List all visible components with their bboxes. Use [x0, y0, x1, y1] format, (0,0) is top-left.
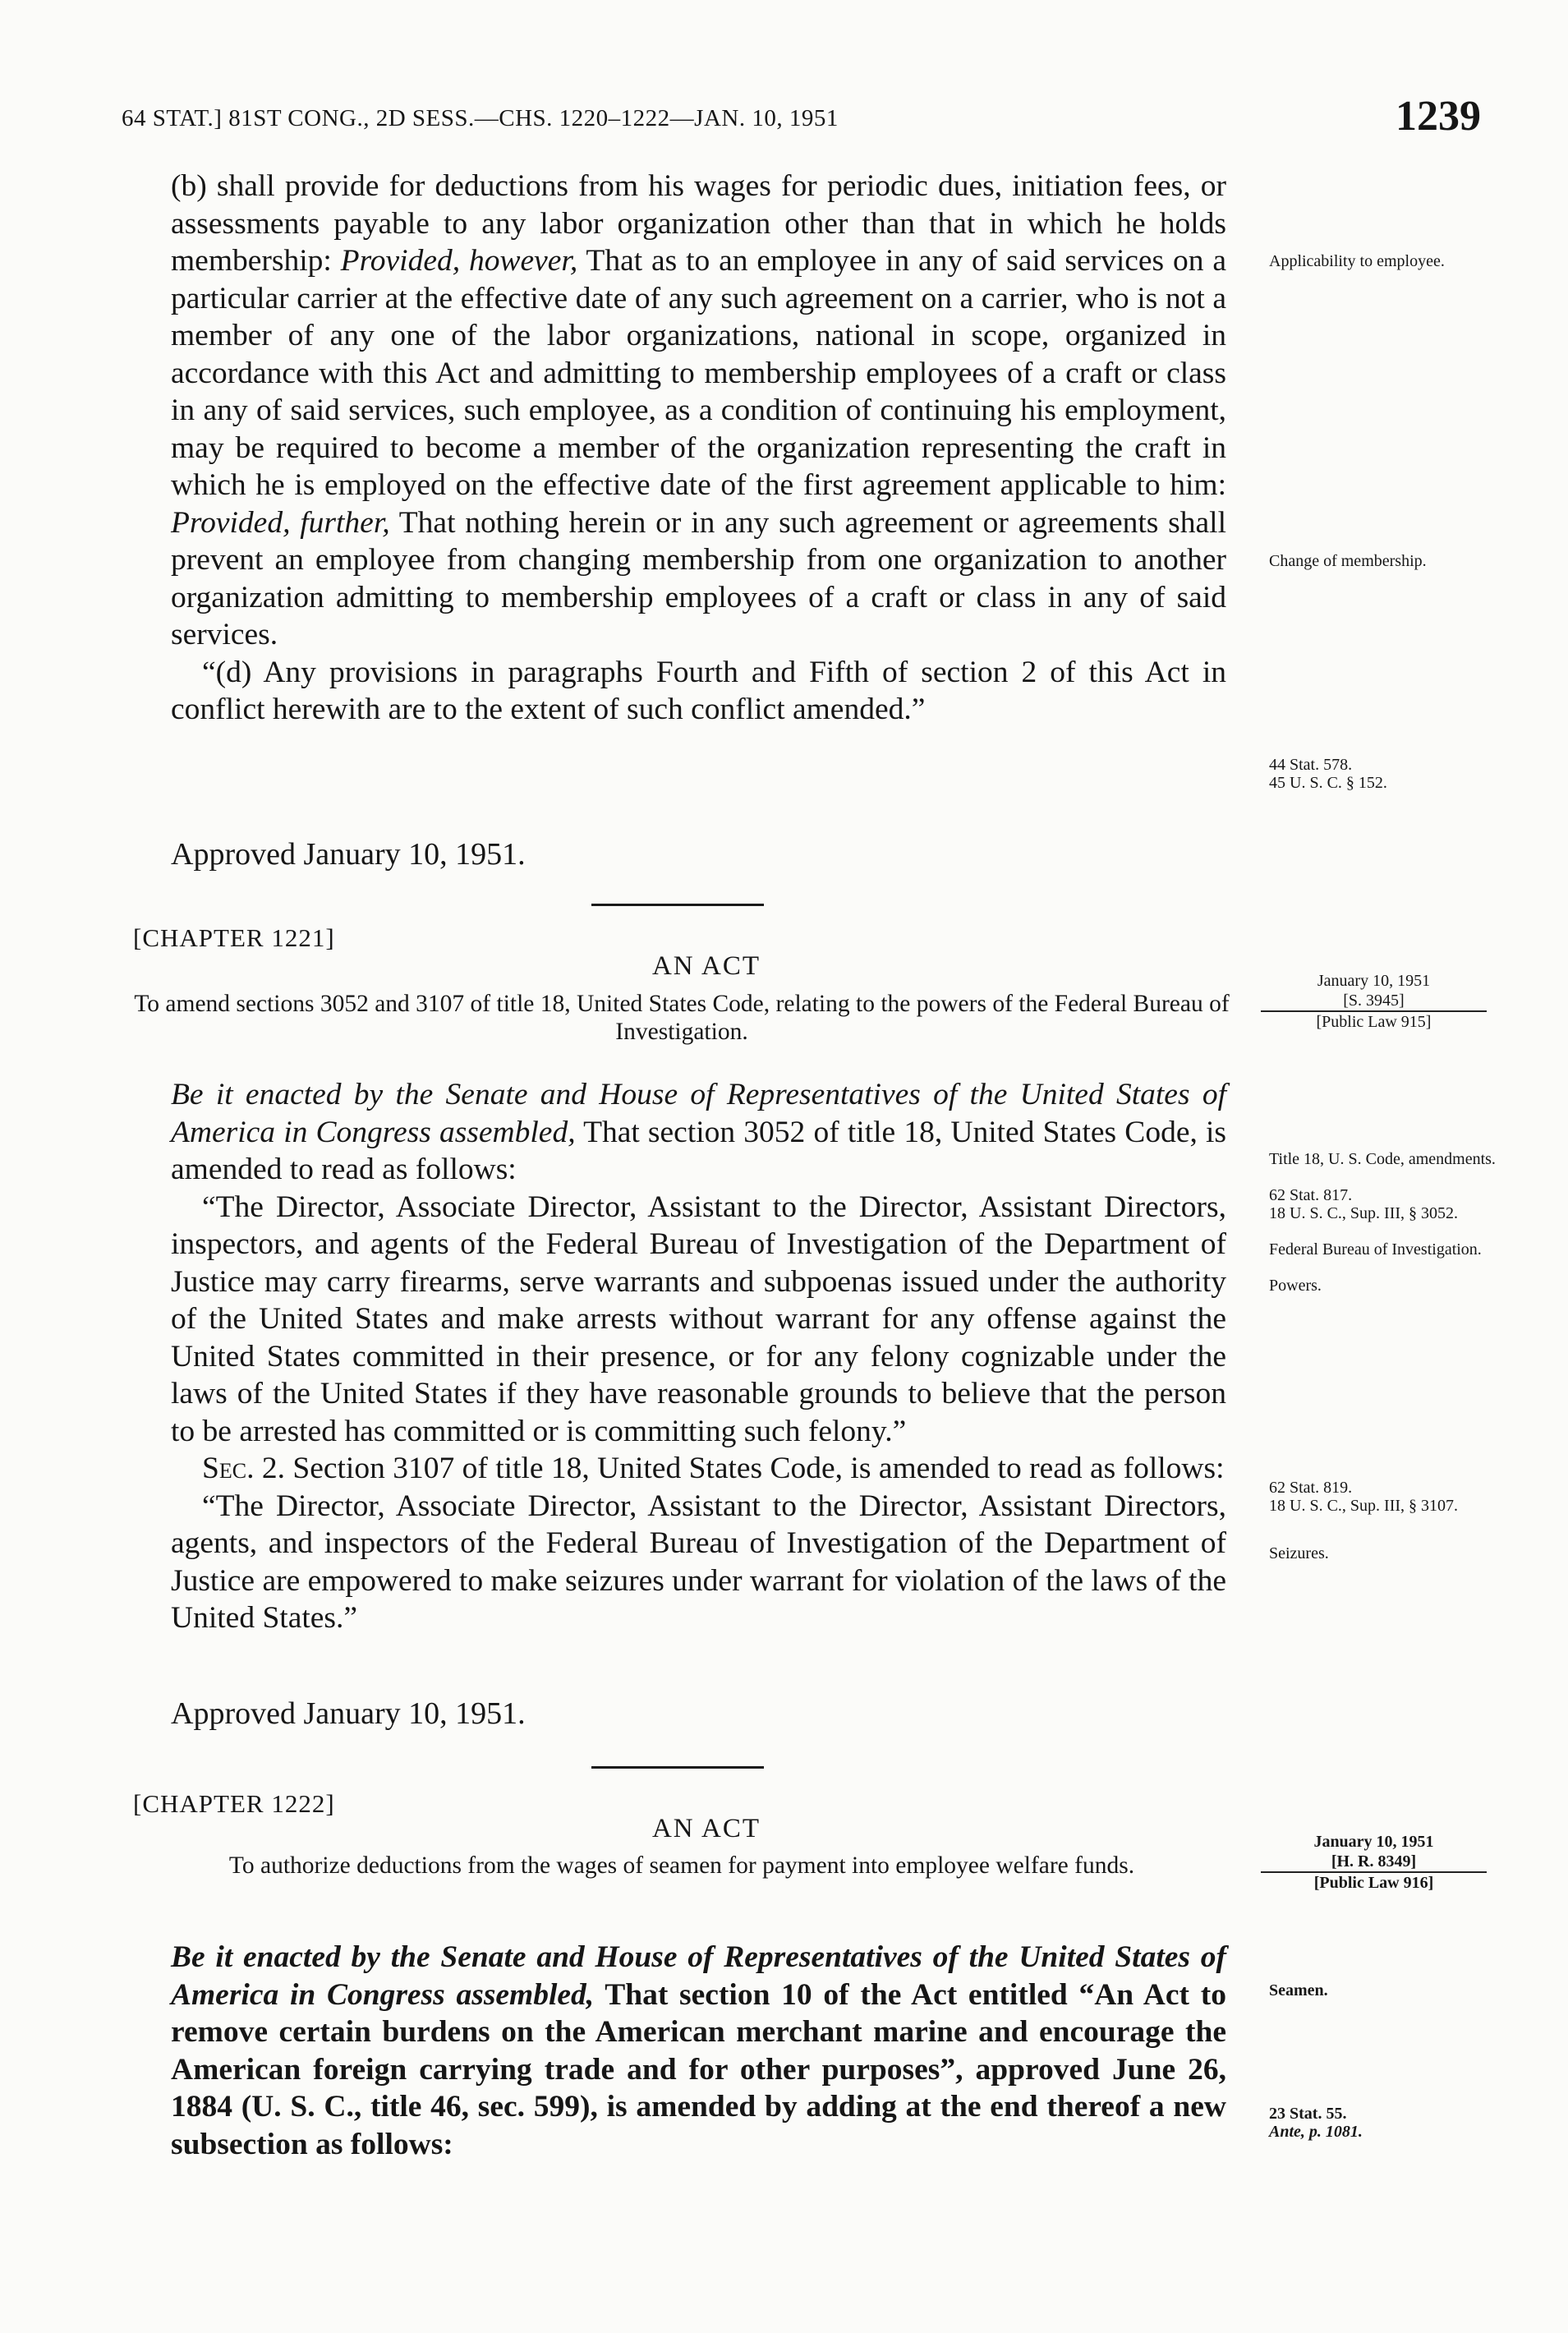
approved-1220: Approved January 10, 1951. — [171, 837, 526, 872]
chapter-1221-body — [171, 1076, 1226, 1637]
divider-rule-2 — [591, 1766, 764, 1769]
proviso-however: Provided, however, — [340, 244, 578, 278]
chapter-1222-body — [171, 1939, 1226, 2163]
divider-rule — [591, 904, 764, 906]
note-seamen: Seamen. — [1269, 1981, 1328, 1999]
note-usc-152: 45 U. S. C. § 152. — [1269, 774, 1387, 792]
chapter-1222-purpose: To authorize deductions from the wages of seamen for payment into employee welfare funds. — [228, 1852, 1135, 1879]
chapter-1222-date: January 10, 1951 — [1313, 1833, 1434, 1851]
chapter-1221-citation — [1261, 971, 1487, 1032]
note-powers: Powers. — [1269, 1277, 1322, 1295]
enacting-clause-1222: Be it enacted by the Senate and House of Representatives of the United States of America in Congress assembled, — [171, 1940, 1226, 2012]
chapter-1222-para1: That section 10 of the Act entitled “An Act to remove certain burdens on the American merchant marine and encourage the American foreign carrying trade and for other purposes”, approved June 26, 1884 (U. S. C., title 46, sec. 599), is amended by adding at the end thereof a new subsection as follows: — [171, 1977, 1226, 2161]
enacting-clause-1221: Be it enacted by the Senate and House of Representatives of the United States of America in Congress assembled, — [171, 1078, 1226, 1149]
chapter-1222-citation — [1261, 1832, 1487, 1893]
chapter-1221-para3: “The Director, Associate Director, Assistant to the Director, Assistant Directors, agents, and inspectors of the Federal Bureau of Investigation of the Department of Justice are empowered to make seizures under warrant for violation of the laws of the United States.” — [171, 1489, 1226, 1635]
chapter-1221-para1: That section 3052 of title 18, United States Code, is amended to read as follows: — [171, 1115, 1226, 1186]
note-usc-3107: 18 U. S. C., Sup. III, § 3107. — [1269, 1497, 1459, 1515]
proviso-further: Provided, further, — [171, 505, 390, 540]
paragraph-b-text-2: That as to an employee in any of said services on a particular carrier at the effective date of any such agreement on a carrier, who is not a member of any one of the labor organizations, national in scope, organized in accordance with this Act and admitting to membership employees of a craft or class in any of said services, such employee, as a condition of continuing his employment, may be required to become a member of the organization representing the craft in which he is employed on the effective date of the first agreement applicable to him: — [171, 244, 1227, 502]
chapter-1222-label: [CHAPTER 1222] — [133, 1789, 335, 1818]
chapter-1221-label: [CHAPTER 1221] — [133, 923, 335, 952]
paragraph-b — [171, 168, 1226, 654]
note-usc-3052: 18 U. S. C., Sup. III, § 3052. — [1269, 1204, 1459, 1222]
note-stat-578: 44 Stat. 578. — [1269, 756, 1353, 774]
chapter-1221-para2: “The Director, Associate Director, Assistant to the Director, Assistant Directors, inspectors, and agents of the Federal Bureau of Investigation of the Department of Justice may carry firearms, serve warrants and subpoenas issued under the authority of the United States and make arrests without warrant for any offense against the United States committed in their presence, or for any felony cognizable under the laws of the United States if they have reasonable grounds to believe that the person to be arrested has committed or is committing such felony.” — [171, 1190, 1226, 1448]
paragraph-b-text: (b) shall provide for deductions from his wages for periodic dues, initiation fees, or assessments payable to any labor organization other than that in which he holds membership: — [171, 169, 1226, 278]
note-stat-817: 62 Stat. 817. — [1269, 1186, 1353, 1204]
chapter-1222-bill: [H. R. 8349] — [1261, 1852, 1487, 1873]
paragraph-b-text-3: That nothing herein or in any such agreement or agreements shall prevent an employee from changing membership from one organization to another organization admitting to membership employees of a craft or class in any of said services. — [171, 505, 1226, 651]
chapter-1221-sec2 — [171, 1450, 1226, 1488]
note-seizures: Seizures. — [1269, 1544, 1329, 1562]
note-stat-55: 23 Stat. 55. — [1269, 2105, 1347, 2123]
note-stat-819: 62 Stat. 819. — [1269, 1479, 1353, 1497]
running-header: 64 STAT.] 81ST CONG., 2D SESS.—CHS. 1220–1222—JAN. 10, 1951 — [122, 105, 839, 131]
chapter-1221-enacting — [171, 1076, 1226, 1189]
chapter-1222-enacting — [171, 1939, 1226, 2163]
approved-1221: Approved January 10, 1951. — [171, 1696, 526, 1731]
note-applicability: Applicability to employee. — [1269, 252, 1445, 270]
chapter-1221-an-act: AN ACT — [651, 951, 761, 981]
note-title18: Title 18, U. S. Code, amendments. — [1269, 1150, 1496, 1168]
chapter-1222-public-law: [Public Law 916] — [1313, 1874, 1434, 1892]
chapter-1221-date: January 10, 1951 — [1317, 972, 1431, 990]
note-change-membership: Change of membership. — [1269, 552, 1427, 570]
chapter-1221-purpose: To amend sections 3052 and 3107 of title 18, United States Code, relating to the powers of the Federal Bureau of Investigation. — [134, 991, 1230, 1045]
continued-section — [171, 168, 1226, 729]
chapter-1222-an-act: AN ACT — [651, 1814, 761, 1843]
chapter-1221-bill: [S. 3945] — [1261, 991, 1487, 1012]
note-ante: Ante, p. 1081. — [1269, 2123, 1363, 2141]
sec2-text: 2. Section 3107 of title 18, United States Code, is amended to read as follows: — [261, 1452, 1225, 1485]
paragraph-d: “(d) Any provisions in paragraphs Fourth and Fifth of section 2 of this Act in conflict herewith are to the extent of such conflict amended.” — [171, 655, 1226, 726]
note-fbi: Federal Bureau of Investigation. — [1269, 1240, 1482, 1259]
page-number: 1239 — [1396, 93, 1481, 140]
chapter-1221-public-law: [Public Law 915] — [1316, 1013, 1432, 1031]
sec-label: Sec. — [202, 1452, 255, 1485]
